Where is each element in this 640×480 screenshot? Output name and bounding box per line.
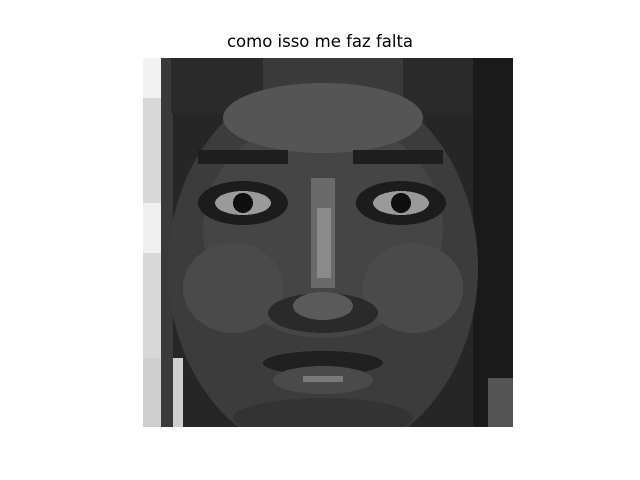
figure-title: como isso me faz falta (226, 32, 414, 51)
face-image (143, 58, 513, 427)
